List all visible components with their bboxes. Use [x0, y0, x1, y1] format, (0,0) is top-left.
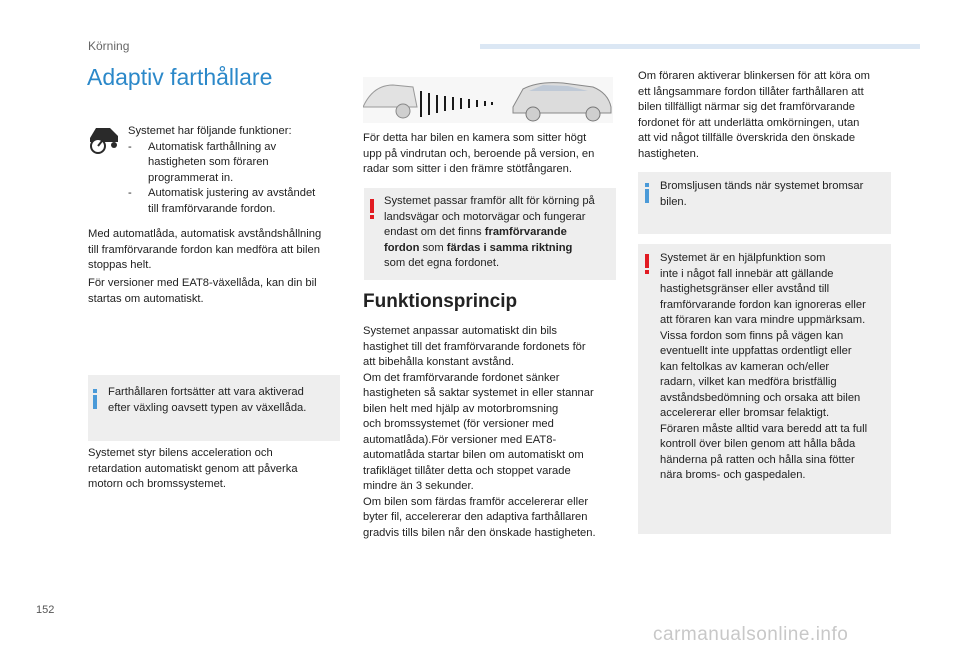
text-line: motorn och bromssystemet.: [88, 478, 227, 490]
text-line: radar som sitter i den främre stötfångaren.: [363, 163, 572, 175]
text-line: Systemet anpassar automatiskt din bils: [363, 325, 558, 337]
warning-text-part: som: [419, 241, 447, 254]
text-line: Om bilen som färdas framför accelererar eller: [363, 495, 589, 508]
warning-text: att föraren kan vara mindre uppmärksam.: [660, 314, 866, 326]
text-line: hastigheten.: [638, 147, 699, 160]
text-line: stoppas helt.: [88, 259, 152, 271]
watermark: carmanualsonline.info: [653, 624, 849, 645]
features-intro: Systemet har följande funktioner:: [128, 125, 292, 137]
warning-text: inte i något fall innebär att gällande: [660, 267, 834, 280]
text-line: att bibehålla konstant avstånd.: [363, 356, 515, 368]
paragraph-control: [88, 446, 343, 493]
warning-text: hastighetsgränser eller avstånd till: [660, 283, 830, 295]
text-line: trafikläget tillåter detta och stoppet varade: [363, 464, 571, 477]
warning-text: Systemet passar framför allt för körning på: [384, 195, 595, 207]
warning-box: [364, 188, 616, 280]
warning-box: [638, 244, 891, 534]
feature-text: Automatisk justering av avståndet: [148, 187, 316, 199]
text-line: För detta har bilen en kamera som sitter högt: [363, 132, 587, 144]
text-line: gradvis tills bilen når den önskade hastigheten.: [363, 526, 596, 539]
warning-text-bold: färdas i samma riktning: [446, 241, 573, 254]
feature-text: programmerat in.: [148, 171, 234, 184]
warning-text: kontroll över bilen genom att hålla båda: [660, 438, 856, 450]
text-line: upp på vindrutan och, beroende på version, en: [363, 147, 595, 160]
warning-icon: [645, 254, 650, 274]
text-line: retardation automatiskt genom att påverka: [88, 462, 298, 475]
feature-dash: -: [128, 140, 132, 153]
info-icon: [93, 389, 97, 409]
warning-text: radarn, vilket kan medföra bristfällig: [660, 376, 837, 388]
text-line: bilen helt med hjälp av motorbromsning: [363, 402, 559, 415]
feature-text: till framförvarande fordon.: [148, 202, 276, 215]
info-box: [638, 172, 891, 234]
text-line: automatlåda).För versioner med EAT8-: [363, 433, 557, 446]
page-title: Adaptiv farthållare: [87, 64, 273, 90]
text-line: bilen tillfälligt närmar sig det framförvarande: [638, 101, 856, 113]
car-speedometer-icon: [88, 122, 122, 154]
text-line: och bromssystemet (för versioner med: [363, 418, 554, 430]
text-line: ett långsammare fordon tillåter farthållaren att: [638, 85, 864, 98]
warning-text: framförvarande fordon kan ignoreras eller: [660, 298, 866, 311]
warning-text-bold: fordon: [384, 241, 420, 254]
text-line: För versioner med EAT8-växellåda, kan din bil: [88, 277, 317, 289]
text-line: mindre än 3 sekunder.: [363, 480, 474, 492]
text-line: hastighet till det framförvarande fordonets för: [363, 340, 586, 353]
text-line: att vid något tillfälle överskrida den önskade: [638, 132, 856, 144]
warning-text: som det egna fordonet.: [384, 257, 500, 269]
paragraph-overtake: [638, 69, 896, 162]
text-line: hastigheten så saktar systemet in eller stannar: [363, 387, 594, 399]
warning-text: eventuellt inte uppfattas ordentligt eller: [660, 345, 852, 357]
warning-text: landsvägar och motorvägar och fungerar: [384, 210, 586, 223]
feature-dash: -: [128, 187, 132, 199]
paragraph-principle: [363, 324, 621, 541]
info-text: Bromsljusen tänds när systemet bromsar: [660, 180, 864, 192]
warning-text: nära broms- och gaspedalen.: [660, 469, 806, 481]
warning-text: kan feltolkas av kameran och/eller: [660, 360, 830, 373]
car-radar-illustration: [363, 77, 613, 123]
info-text: Farthållaren fortsätter att vara aktiverad: [108, 386, 304, 398]
warning-icon: [370, 199, 375, 219]
warning-text: Systemet är en hjälpfunktion som: [660, 252, 826, 264]
info-text: bilen.: [660, 195, 687, 208]
text-line: till framförvarande fordon kan medföra att bilen: [88, 243, 320, 256]
header-bar: [480, 44, 920, 49]
warning-text: [384, 225, 614, 241]
text-line: Om föraren aktiverar blinkersen för att köra om: [638, 70, 870, 82]
warning-text-bold: framförvarande: [484, 226, 567, 238]
warning-text: avståndsbedömning och orsaka att bilen: [660, 391, 861, 404]
section-header: Körning: [88, 39, 130, 53]
text-line: byter fil, accelererar den adaptiva farthållaren: [363, 511, 588, 523]
feature-text: Automatisk farthållning av: [148, 140, 277, 153]
feature-text: hastigheten som föraren: [148, 156, 269, 168]
warning-text-part: endast om det finns: [384, 226, 485, 238]
text-line: Systemet styr bilens acceleration och: [88, 447, 273, 459]
text-line: Om det framförvarande fordonet sänker: [363, 371, 560, 384]
text-line: startas om automatiskt.: [88, 292, 204, 305]
section-heading: Funktionsprincip: [363, 291, 518, 312]
warning-text: accelererar eller bromsar felaktigt.: [660, 407, 830, 419]
info-text: efter växling oavsett typen av växellåda.: [108, 401, 307, 414]
text-line: fordonet för att underlätta omkörningen, utan: [638, 116, 860, 129]
warning-text: händerna på ratten och hålla sina fötter: [660, 453, 855, 466]
info-icon: [645, 183, 649, 203]
warning-text: Vissa fordon som finns på vägen kan: [660, 329, 844, 342]
text-line: automatlåda startar bilen om automatiskt om: [363, 449, 584, 461]
feature-item: [128, 140, 343, 187]
warning-text: [384, 241, 614, 257]
features-list: [128, 124, 343, 217]
page-number: 152: [36, 604, 55, 616]
text-line: Med automatlåda, automatisk avståndshållning: [88, 228, 322, 240]
paragraph-eat8: [88, 276, 343, 307]
info-box: [88, 375, 340, 441]
feature-item: [128, 186, 343, 217]
paragraph-automatic: [88, 227, 343, 274]
warning-text: Föraren måste alltid vara beredd att ta full: [660, 422, 868, 435]
paragraph-camera: [363, 131, 618, 178]
